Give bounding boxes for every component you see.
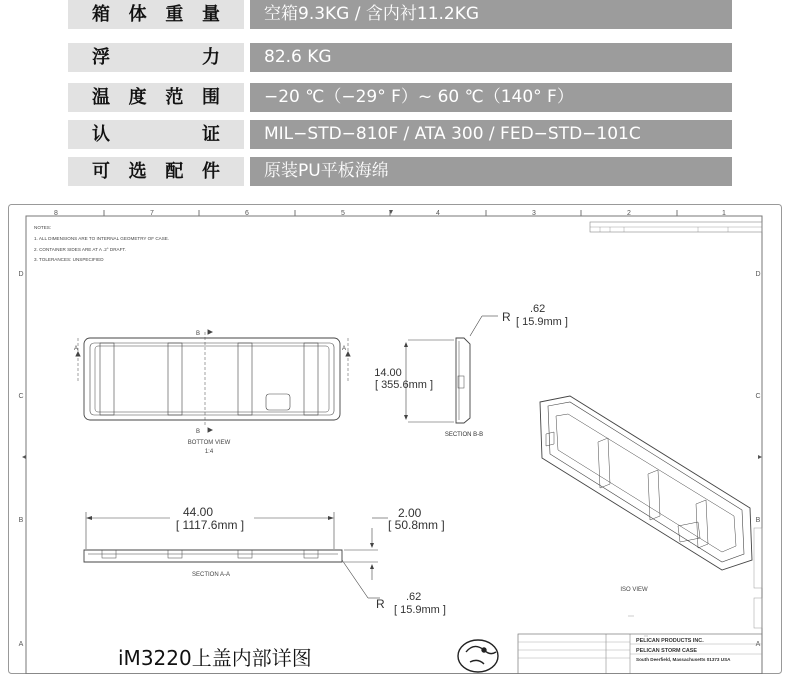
spec-row-temperature: [68, 83, 732, 112]
radius-prefix: R: [502, 310, 511, 324]
spec-row-weight: [68, 0, 732, 29]
spec-label: [68, 43, 244, 72]
spec-value: MIL−STD−810F / ATA 300 / FED−STD−101C: [250, 120, 732, 149]
section-marker: A: [341, 346, 347, 352]
spec-row-accessories: [68, 157, 732, 186]
label-char: 证: [202, 124, 220, 145]
column-number: 3: [532, 210, 536, 217]
bottom-view-scale: 1:4: [204, 449, 214, 455]
title-address: South Deerfield, Massachusetts 01373 USA: [636, 657, 731, 662]
section-marker: A: [73, 346, 79, 352]
spec-label: [68, 157, 244, 186]
spec-value: 原装PU平板海绵: [250, 157, 732, 186]
row-letter: A: [18, 641, 24, 648]
note-line: 1. ALL DIMENSIONS ARE TO INTERNAL GEOMETRY OF CASE.: [34, 236, 170, 241]
label-char: 温: [92, 87, 110, 108]
row-letter: B: [755, 517, 761, 524]
label-char: 浮: [92, 47, 110, 68]
radius-mm: [ 15.9mm ]: [394, 604, 446, 616]
length-inch: 44.00: [182, 505, 214, 519]
spec-value: 空箱9.3KG / 含内衬11.2KG: [250, 0, 732, 29]
radius-inch: .62: [406, 591, 422, 603]
column-number: 4: [436, 210, 440, 217]
spec-value: 82.6 KG: [250, 43, 732, 72]
technical-drawing: [8, 204, 782, 674]
radius-inch: .62: [530, 303, 546, 315]
bottom-view-label: BOTTOM VIEW: [187, 440, 231, 446]
height-inch: 14.00: [374, 367, 402, 379]
label-char: 范: [165, 87, 184, 108]
label-char: 件: [201, 161, 220, 182]
section-aa-label: SECTION A-A: [191, 572, 231, 578]
label-char: 度: [128, 87, 147, 108]
row-letter: A: [755, 641, 761, 648]
row-letter: C: [18, 393, 24, 400]
label-char: 力: [202, 47, 220, 68]
note-line: NOTES:: [34, 225, 52, 230]
column-number: 6: [245, 210, 249, 217]
column-number: 8: [54, 210, 58, 217]
row-letter: C: [755, 393, 761, 400]
height-mm: [ 355.6mm ]: [374, 379, 434, 391]
label-char: 选: [128, 161, 147, 182]
label-char: 配: [165, 161, 184, 182]
label-char: 围: [201, 87, 220, 108]
column-number: 5: [341, 210, 345, 217]
label-char: 重: [165, 4, 184, 25]
iso-view-label: ISO VIEW: [620, 587, 648, 593]
spec-row-buoyancy: [68, 43, 732, 72]
column-number: 2: [627, 210, 631, 217]
depth-inch: 2.00: [398, 506, 422, 520]
title-company: PELICAN PRODUCTS INC.: [636, 638, 704, 644]
radius-prefix: R: [376, 597, 385, 611]
label-char: 认: [92, 124, 110, 145]
label-char: 箱: [92, 4, 110, 25]
spec-row-certification: [68, 120, 732, 149]
spec-label: [68, 0, 244, 29]
column-number: 1: [722, 210, 726, 217]
row-letter: D: [755, 271, 761, 278]
note-line: 2. CONTAINER SIDES ARE AT A .2° DRAFT.: [34, 247, 126, 252]
label-char: 体: [128, 4, 147, 25]
section-bb-label: SECTION B-B: [444, 432, 484, 438]
row-letter: B: [18, 517, 24, 524]
note-line: 3. TOLERANCES: UNSPECIFIED: [34, 257, 104, 262]
section-marker: B: [195, 331, 201, 337]
label-char: 可: [92, 161, 110, 182]
drawing-sheet: [8, 204, 782, 674]
depth-mm: [ 50.8mm ]: [388, 518, 445, 532]
drawing-caption: iM3220上盖内部详图: [118, 646, 312, 670]
title-product: PELICAN STORM CASE: [636, 648, 697, 654]
length-mm: [ 1117.6mm ]: [175, 518, 245, 532]
column-number: 7: [150, 210, 154, 217]
section-marker: B: [195, 429, 201, 435]
spec-value: −20 ℃（−29° F）~ 60 ℃（140° F）: [250, 83, 732, 112]
spec-label: [68, 120, 244, 149]
spec-label: [68, 83, 244, 112]
radius-mm: [ 15.9mm ]: [516, 316, 568, 328]
row-letter: D: [18, 271, 24, 278]
label-char: 量: [201, 4, 220, 25]
